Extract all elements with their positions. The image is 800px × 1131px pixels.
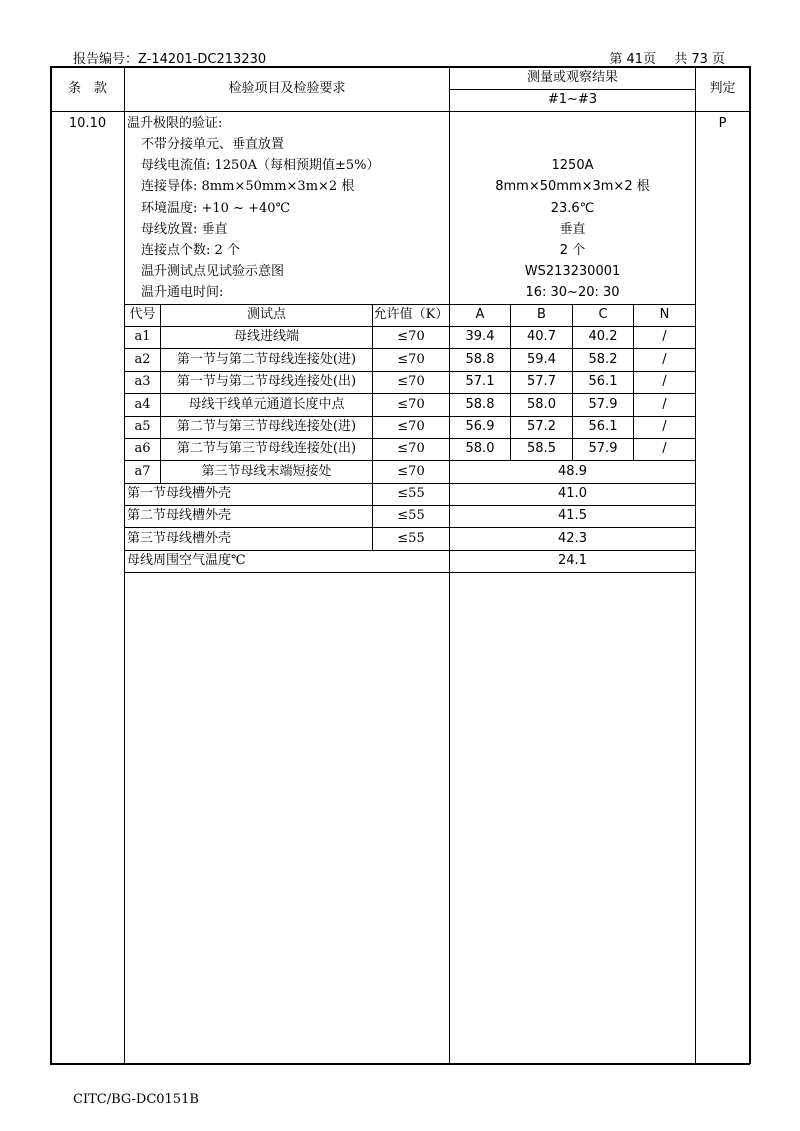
row-n: / (662, 329, 667, 344)
row-point: 第一节与第二节母线连接处(进) (176, 352, 357, 367)
row-c: 40.2 (588, 329, 618, 344)
requirement-energize-time: 温升通电时间: (141, 285, 224, 300)
temp-header-a: A (475, 307, 485, 322)
row-n: / (662, 352, 667, 367)
row-b: 58.0 (527, 397, 556, 412)
row-limit: ≤70 (397, 397, 425, 412)
row-code: a5 (134, 419, 151, 434)
result-diagram-id: WS213230001 (524, 264, 621, 279)
row-code: a3 (134, 374, 151, 389)
row-c: 56.1 (588, 419, 618, 434)
result-placement: 垂直 (559, 222, 586, 237)
verdict-value: P (718, 116, 727, 131)
row-point: 母线进线端 (233, 329, 299, 344)
requirement-configuration: 不带分接单元、垂直放置 (141, 137, 285, 152)
column-clause-header: 条 款 (67, 81, 107, 96)
row-a: 39.4 (465, 329, 495, 344)
result-ambient: 23.6℃ (550, 201, 595, 216)
row-c: 57.9 (588, 397, 618, 412)
row-code: a1 (134, 329, 151, 344)
row-a: 56.9 (465, 419, 495, 434)
row-limit: ≤70 (397, 329, 425, 344)
form-code: CITC/BG-DC0151B (73, 1092, 199, 1107)
row-code: a4 (134, 397, 151, 412)
row-a: 58.0 (465, 441, 495, 456)
temp-header-point: 测试点 (246, 307, 286, 322)
column-item-header: 检验项目及检验要求 (228, 81, 346, 96)
row-point: 第一节与第二节母线连接处(出) (176, 374, 357, 389)
row-n: / (662, 374, 667, 389)
sample-id-header: #1~#3 (547, 92, 598, 107)
row-code: a2 (134, 352, 151, 367)
shell-limit: ≤55 (397, 508, 425, 523)
requirement-connection-count: 连接点个数: 2 个 (141, 243, 240, 258)
requirement-placement: 母线放置: 垂直 (141, 222, 228, 237)
row-b: 57.2 (527, 419, 556, 434)
requirement-title: 温升极限的验证: (127, 116, 223, 131)
row-c: 58.2 (588, 352, 618, 367)
row-limit: ≤70 (397, 352, 425, 367)
shell-value: 41.0 (558, 486, 587, 501)
temp-header-n: N (659, 307, 670, 322)
row-a: 58.8 (465, 352, 495, 367)
row-n: / (662, 441, 667, 456)
requirement-conductor: 连接导体: 8mm×50mm×3m×2 根 (141, 179, 355, 194)
page-indicator (595, 48, 725, 67)
row-b: 58.5 (527, 441, 556, 456)
row-limit: ≤70 (397, 419, 425, 434)
shell-limit: ≤55 (397, 531, 425, 546)
row-code: a7 (134, 464, 151, 479)
row-limit: ≤70 (397, 441, 425, 456)
shell-value: 42.3 (558, 531, 587, 546)
shell-point: 第一节母线槽外壳 (127, 486, 232, 501)
row-b: 59.4 (527, 352, 556, 367)
row-b: 57.7 (527, 374, 556, 389)
result-energize-time: 16: 30~20: 30 (525, 285, 620, 300)
row-point: 第三节母线末端短接处 (201, 464, 332, 479)
row-limit: ≤70 (397, 464, 425, 479)
row-c: 57.9 (588, 441, 618, 456)
row-limit: ≤70 (397, 374, 425, 389)
result-conductor: 8mm×50mm×3m×2 根 (495, 179, 650, 194)
row-point: 第二节与第三节母线连接处(进) (176, 419, 357, 434)
row-a: 57.1 (465, 374, 495, 389)
row-point: 第二节与第三节母线连接处(出) (176, 441, 357, 456)
temp-header-b: B (537, 307, 546, 322)
ambient-point: 母线周围空气温度℃ (127, 553, 246, 568)
requirement-test-diagram: 温升测试点见试验示意图 (141, 264, 285, 279)
shell-point: 第三节母线槽外壳 (127, 531, 232, 546)
clause-number: 10.10 (68, 116, 107, 131)
row-n: / (662, 397, 667, 412)
requirement-ambient-range: 环境温度: +10 ~ +40℃ (141, 201, 291, 216)
temp-header-c: C (598, 307, 608, 322)
shell-point: 第二节母线槽外壳 (127, 508, 232, 523)
row-n: / (662, 419, 667, 434)
requirement-current: 母线电流值: 1250A（每相预期值±5%） (141, 158, 380, 173)
column-verdict-header: 判定 (709, 81, 736, 96)
temp-header-code: 代号 (129, 307, 156, 322)
shell-value: 41.5 (558, 508, 587, 523)
row-c: 56.1 (588, 374, 618, 389)
page-total: 共 73 页 (674, 52, 725, 67)
row-code: a6 (134, 441, 151, 456)
row-point: 母线干线单元通道长度中点 (188, 397, 345, 412)
page-current: 第 41页 (609, 52, 657, 67)
temp-header-limit: 允许值（K） (373, 307, 449, 322)
shell-limit: ≤55 (397, 486, 425, 501)
row-value: 48.9 (558, 464, 587, 479)
row-a: 58.8 (465, 397, 495, 412)
result-connection-count: 2 个 (559, 243, 586, 258)
row-b: 40.7 (527, 329, 556, 344)
report-number: 报告编号：Z-14201-DC213230 (73, 52, 267, 67)
result-current: 1250A (551, 158, 594, 173)
column-result-header: 测量或观察结果 (526, 70, 618, 85)
ambient-value: 24.1 (558, 553, 587, 568)
